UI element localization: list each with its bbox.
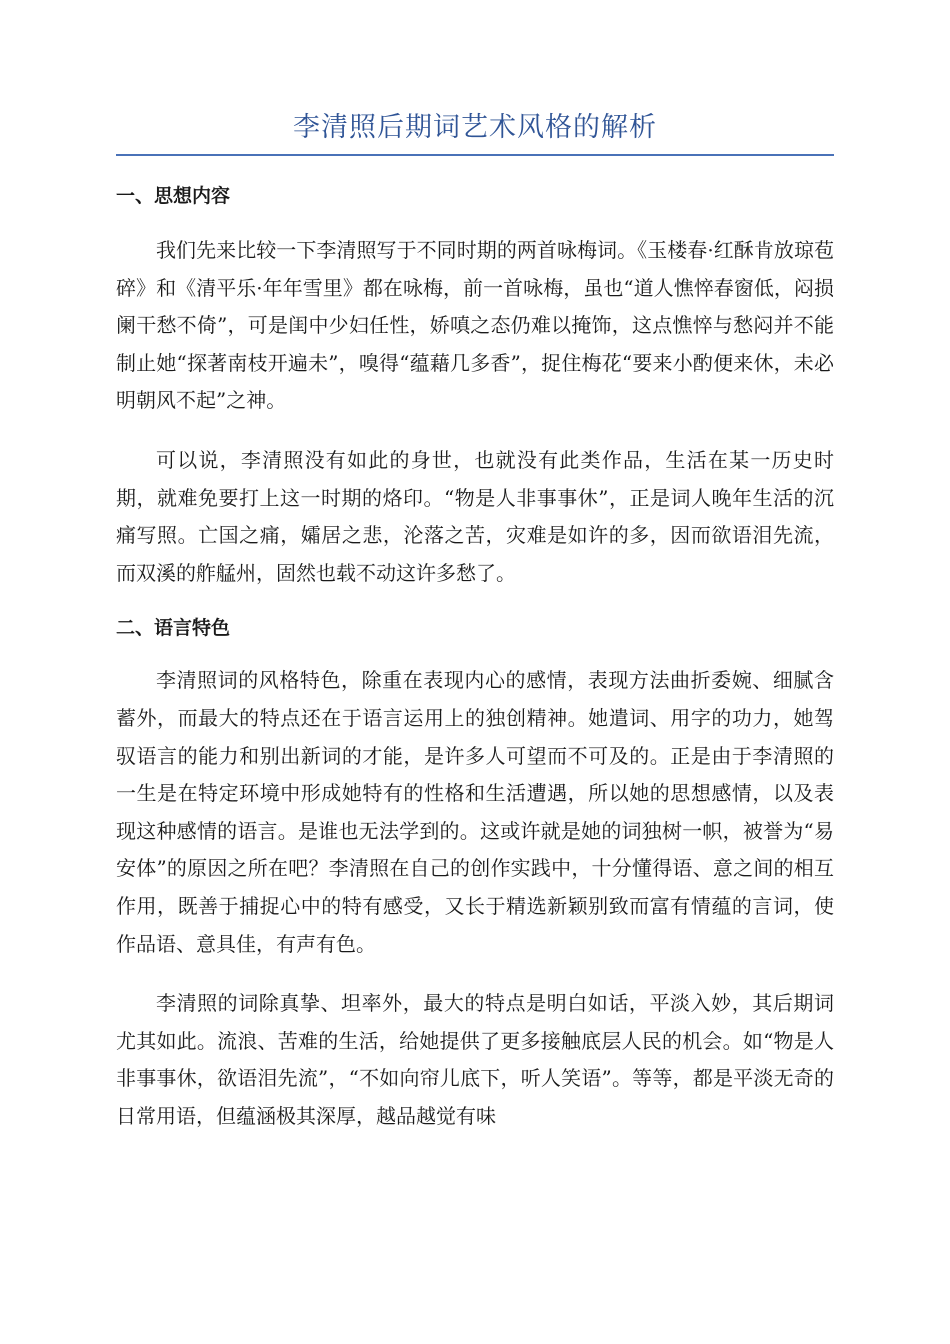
paragraph: 可以说，李清照没有如此的身世，也就没有此类作品，生活在某一历史时期，就难免要打上这一时期的烙印。“物是人非事事休”，正是词人晚年生活的沉痛写照。亡国之痛，孀居之悲，沦落之苦，灾难是如许的多，因而欲语泪先流，而双溪的舴艋州，固然也载不动这许多愁了。	[116, 447, 834, 585]
document-page	[116, 108, 834, 1135]
paragraph: 李清照词的风格特色，除重在表现内心的感情，表现方法曲折委婉、细腻含蓄外，而最大的特点还在于语言运用上的独创精神。她遣词、用字的功力，她驾驭语言的能力和别出新词的才能，是许多人可望而不可及的。正是由于李清照的一生是在特定环境中形成她特有的性格和生活遭遇，所以她的思想感情，以及表现这种感情的语言。是谁也无法学到的。这或许就是她的词独树一帜，被誉为“易安体”的原因之所在吧？李清照在自己的创作实践中，十分懂得语、意之间的相互作用，既善于捕捉心中的特有感受，又长于精选新颖别致而富有情蕴的言词，使作品语、意具佳，有声有色。	[116, 668, 834, 956]
paragraph: 我们先来比较一下李清照写于不同时期的两首咏梅词。《玉楼春·红酥肯放琼苞碎》和《清平乐·年年雪里》都在咏梅，前一首咏梅，虽也“道人憔悴春窗低，闷损阑干愁不倚”，可是闺中少妇任性，娇嗔之态仍难以掩饰，这点憔悴与愁闷并不能制止她“探著南枝开遍未”，嗅得“蕴藉几多香”，捉住梅花“要来小酌便来休，未必明朝风不起”之神。	[116, 238, 834, 413]
section-heading-content: 一、思想内容	[116, 185, 231, 207]
section-heading-language: 二、语言特色	[116, 617, 231, 640]
document-title: 李清照后期词艺术风格的解析	[116, 108, 834, 156]
paragraph: 李清照的词除真挚、坦率外，最大的特点是明白如话，平淡入妙，其后期词尤其如此。流浪、苦难的生活，给她提供了更多接触底层人民的机会。如“物是人非事事休，欲语泪先流”，“不如向帘儿底下，听人笑语”。等等，都是平淡无奇的日常用语，但蕴涵极其深厚，越品越觉有味	[116, 991, 834, 1128]
